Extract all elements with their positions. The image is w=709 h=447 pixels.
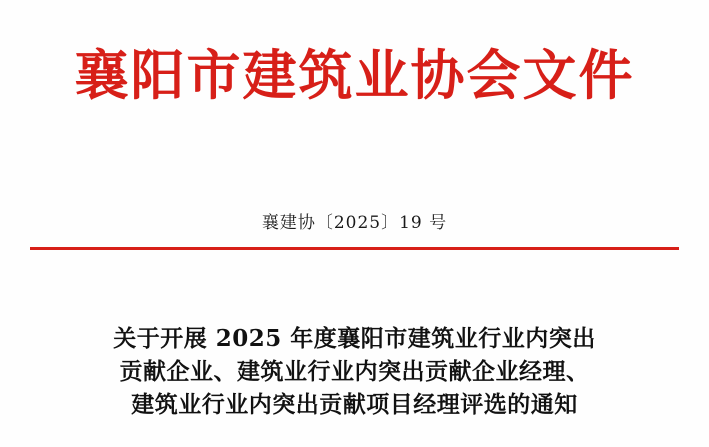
subject-line-2: 贡献企业、建筑业行业内突出贡献企业经理、	[119, 358, 590, 385]
subject-line-1: 关于开展 2025 年度襄阳市建筑业行业内突出	[113, 325, 596, 352]
subject-line-3: 建筑业行业内突出贡献项目经理评选的通知	[131, 391, 578, 418]
document-number: 襄建协〔2025〕19 号	[261, 213, 448, 233]
document-subject	[60, 322, 649, 421]
red-divider-rule	[30, 247, 679, 250]
page-title: 襄阳市建筑业协会文件	[74, 43, 635, 107]
